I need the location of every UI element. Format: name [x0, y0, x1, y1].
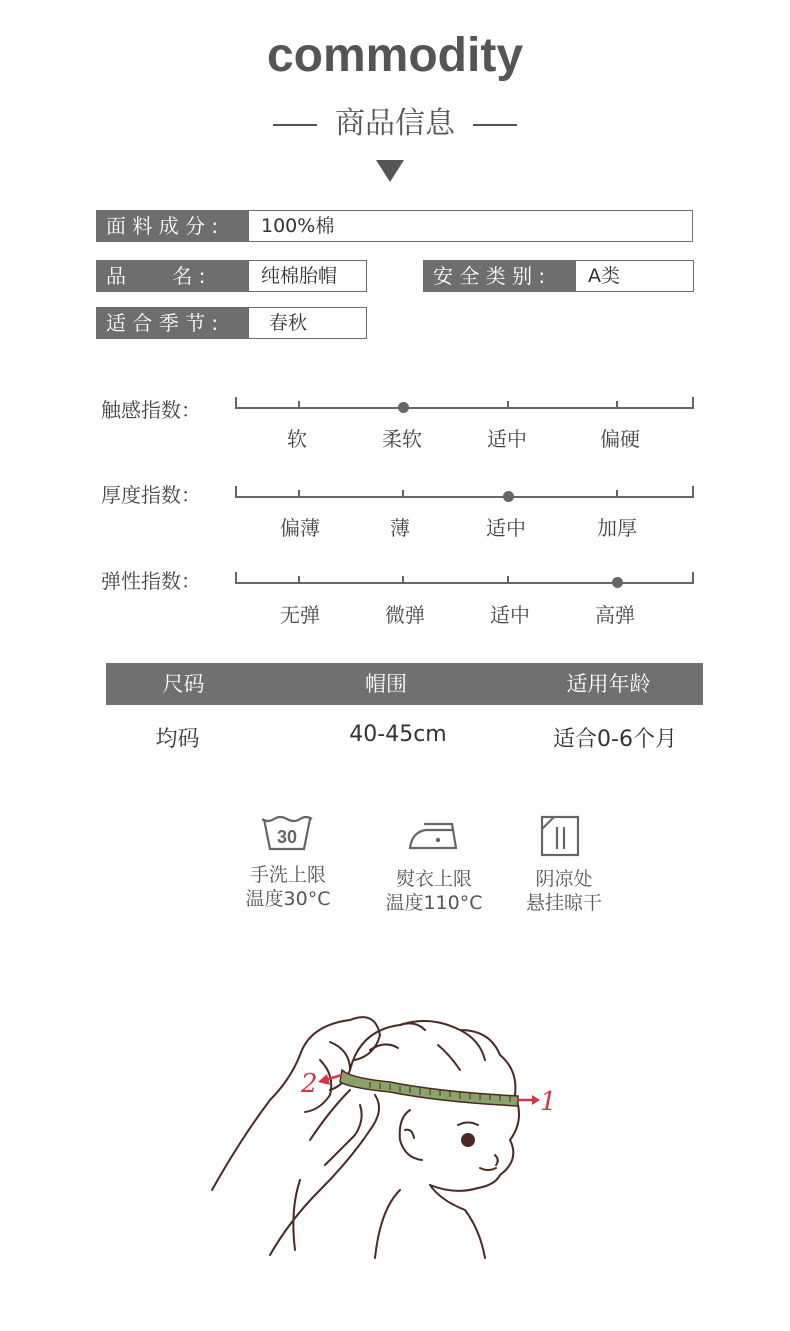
- scale-selected-dot: [398, 402, 409, 413]
- scale-end-tick: [692, 572, 694, 584]
- hand-wash-30-icon: [260, 815, 314, 853]
- wash-temp-badge: 30: [276, 827, 298, 847]
- scale-option: 柔软: [382, 427, 422, 451]
- season-value: 春秋: [248, 307, 367, 339]
- care-line: 熨衣上限: [395, 868, 472, 890]
- circumference-value: 40-45cm: [349, 722, 447, 747]
- scale-tick: [298, 576, 300, 584]
- scale-tick: [298, 401, 300, 409]
- care-line: 阴凉处: [535, 868, 593, 890]
- left-dash: [273, 124, 317, 126]
- drip-dry-shade-icon: [540, 815, 580, 857]
- age-header: 适用年龄: [566, 672, 651, 696]
- head-measurement-illustration: [200, 1000, 580, 1265]
- scale-tick: [616, 401, 618, 409]
- scale-selected-dot: [612, 577, 623, 588]
- scale-tick: [402, 576, 404, 584]
- size-value: 均码: [155, 727, 200, 752]
- age-value: 适合0-6个月: [553, 727, 677, 752]
- season-label: 适 合 季 节 :: [96, 307, 248, 339]
- size-header: 尺码: [162, 672, 205, 696]
- scale-end-tick: [692, 397, 694, 409]
- care-line: 温度30°C: [245, 888, 331, 910]
- safety-value: A类: [575, 260, 694, 292]
- scale-track: [235, 582, 694, 584]
- care-line: 悬挂晾干: [525, 892, 602, 914]
- size-table-header: [106, 663, 703, 705]
- arrow-label-1: 1: [540, 1087, 557, 1117]
- down-triangle-icon: [376, 160, 404, 182]
- name-label: 品 名 :: [96, 260, 248, 292]
- care-text-iron: [381, 867, 487, 915]
- care-text-wash: [238, 863, 338, 911]
- scale-end-tick: [235, 397, 237, 409]
- circumference-header: 帽围: [365, 672, 407, 696]
- scale-option: 偏硬: [600, 427, 640, 451]
- scale-tick: [507, 401, 509, 409]
- scale-end-tick: [235, 486, 237, 498]
- scale-option: 高弹: [595, 603, 635, 627]
- care-text-dry: [516, 867, 612, 915]
- care-line: 温度110°C: [385, 892, 483, 914]
- iron-icon: [408, 818, 460, 852]
- scale-label-touch: 触感指数：: [101, 398, 201, 422]
- safety-label: 安 全 类 别 :: [423, 260, 575, 292]
- scale-option: 适中: [487, 427, 527, 451]
- spec-safety: [423, 260, 694, 292]
- scale-track: [235, 407, 694, 409]
- scale-end-tick: [692, 486, 694, 498]
- scale-option: 薄: [390, 516, 410, 540]
- scale-label-thickness: 厚度指数：: [101, 483, 201, 507]
- scale-option: 适中: [490, 603, 530, 627]
- spec-season: [96, 307, 367, 339]
- right-dash: [473, 124, 517, 126]
- section-subtitle: [0, 98, 790, 142]
- scale-tick: [298, 490, 300, 498]
- scale-option: 微弹: [385, 603, 425, 627]
- spec-material: [96, 210, 693, 242]
- spec-name: [96, 260, 367, 292]
- scale-selected-dot: [503, 491, 514, 502]
- scale-tick: [616, 490, 618, 498]
- scale-tick: [402, 490, 404, 498]
- subtitle-text: 商品信息: [335, 106, 455, 141]
- care-line: 手洗上限: [249, 864, 326, 886]
- material-value: 100%棉: [248, 210, 693, 242]
- scale-label-elasticity: 弹性指数：: [101, 569, 201, 593]
- scale-option: 软: [287, 427, 307, 451]
- scale-end-tick: [235, 572, 237, 584]
- scale-option: 适中: [486, 516, 526, 540]
- material-label: 面 料 成 分 :: [96, 210, 248, 242]
- page-title: commodity: [266, 29, 524, 82]
- scale-track: [235, 496, 694, 498]
- name-value: 纯棉胎帽: [248, 260, 367, 292]
- scale-tick: [507, 576, 509, 584]
- scale-option: 无弹: [280, 603, 320, 627]
- arrow-label-2: 2: [301, 1069, 318, 1099]
- scale-option: 加厚: [597, 516, 637, 540]
- scale-option: 偏薄: [280, 516, 320, 540]
